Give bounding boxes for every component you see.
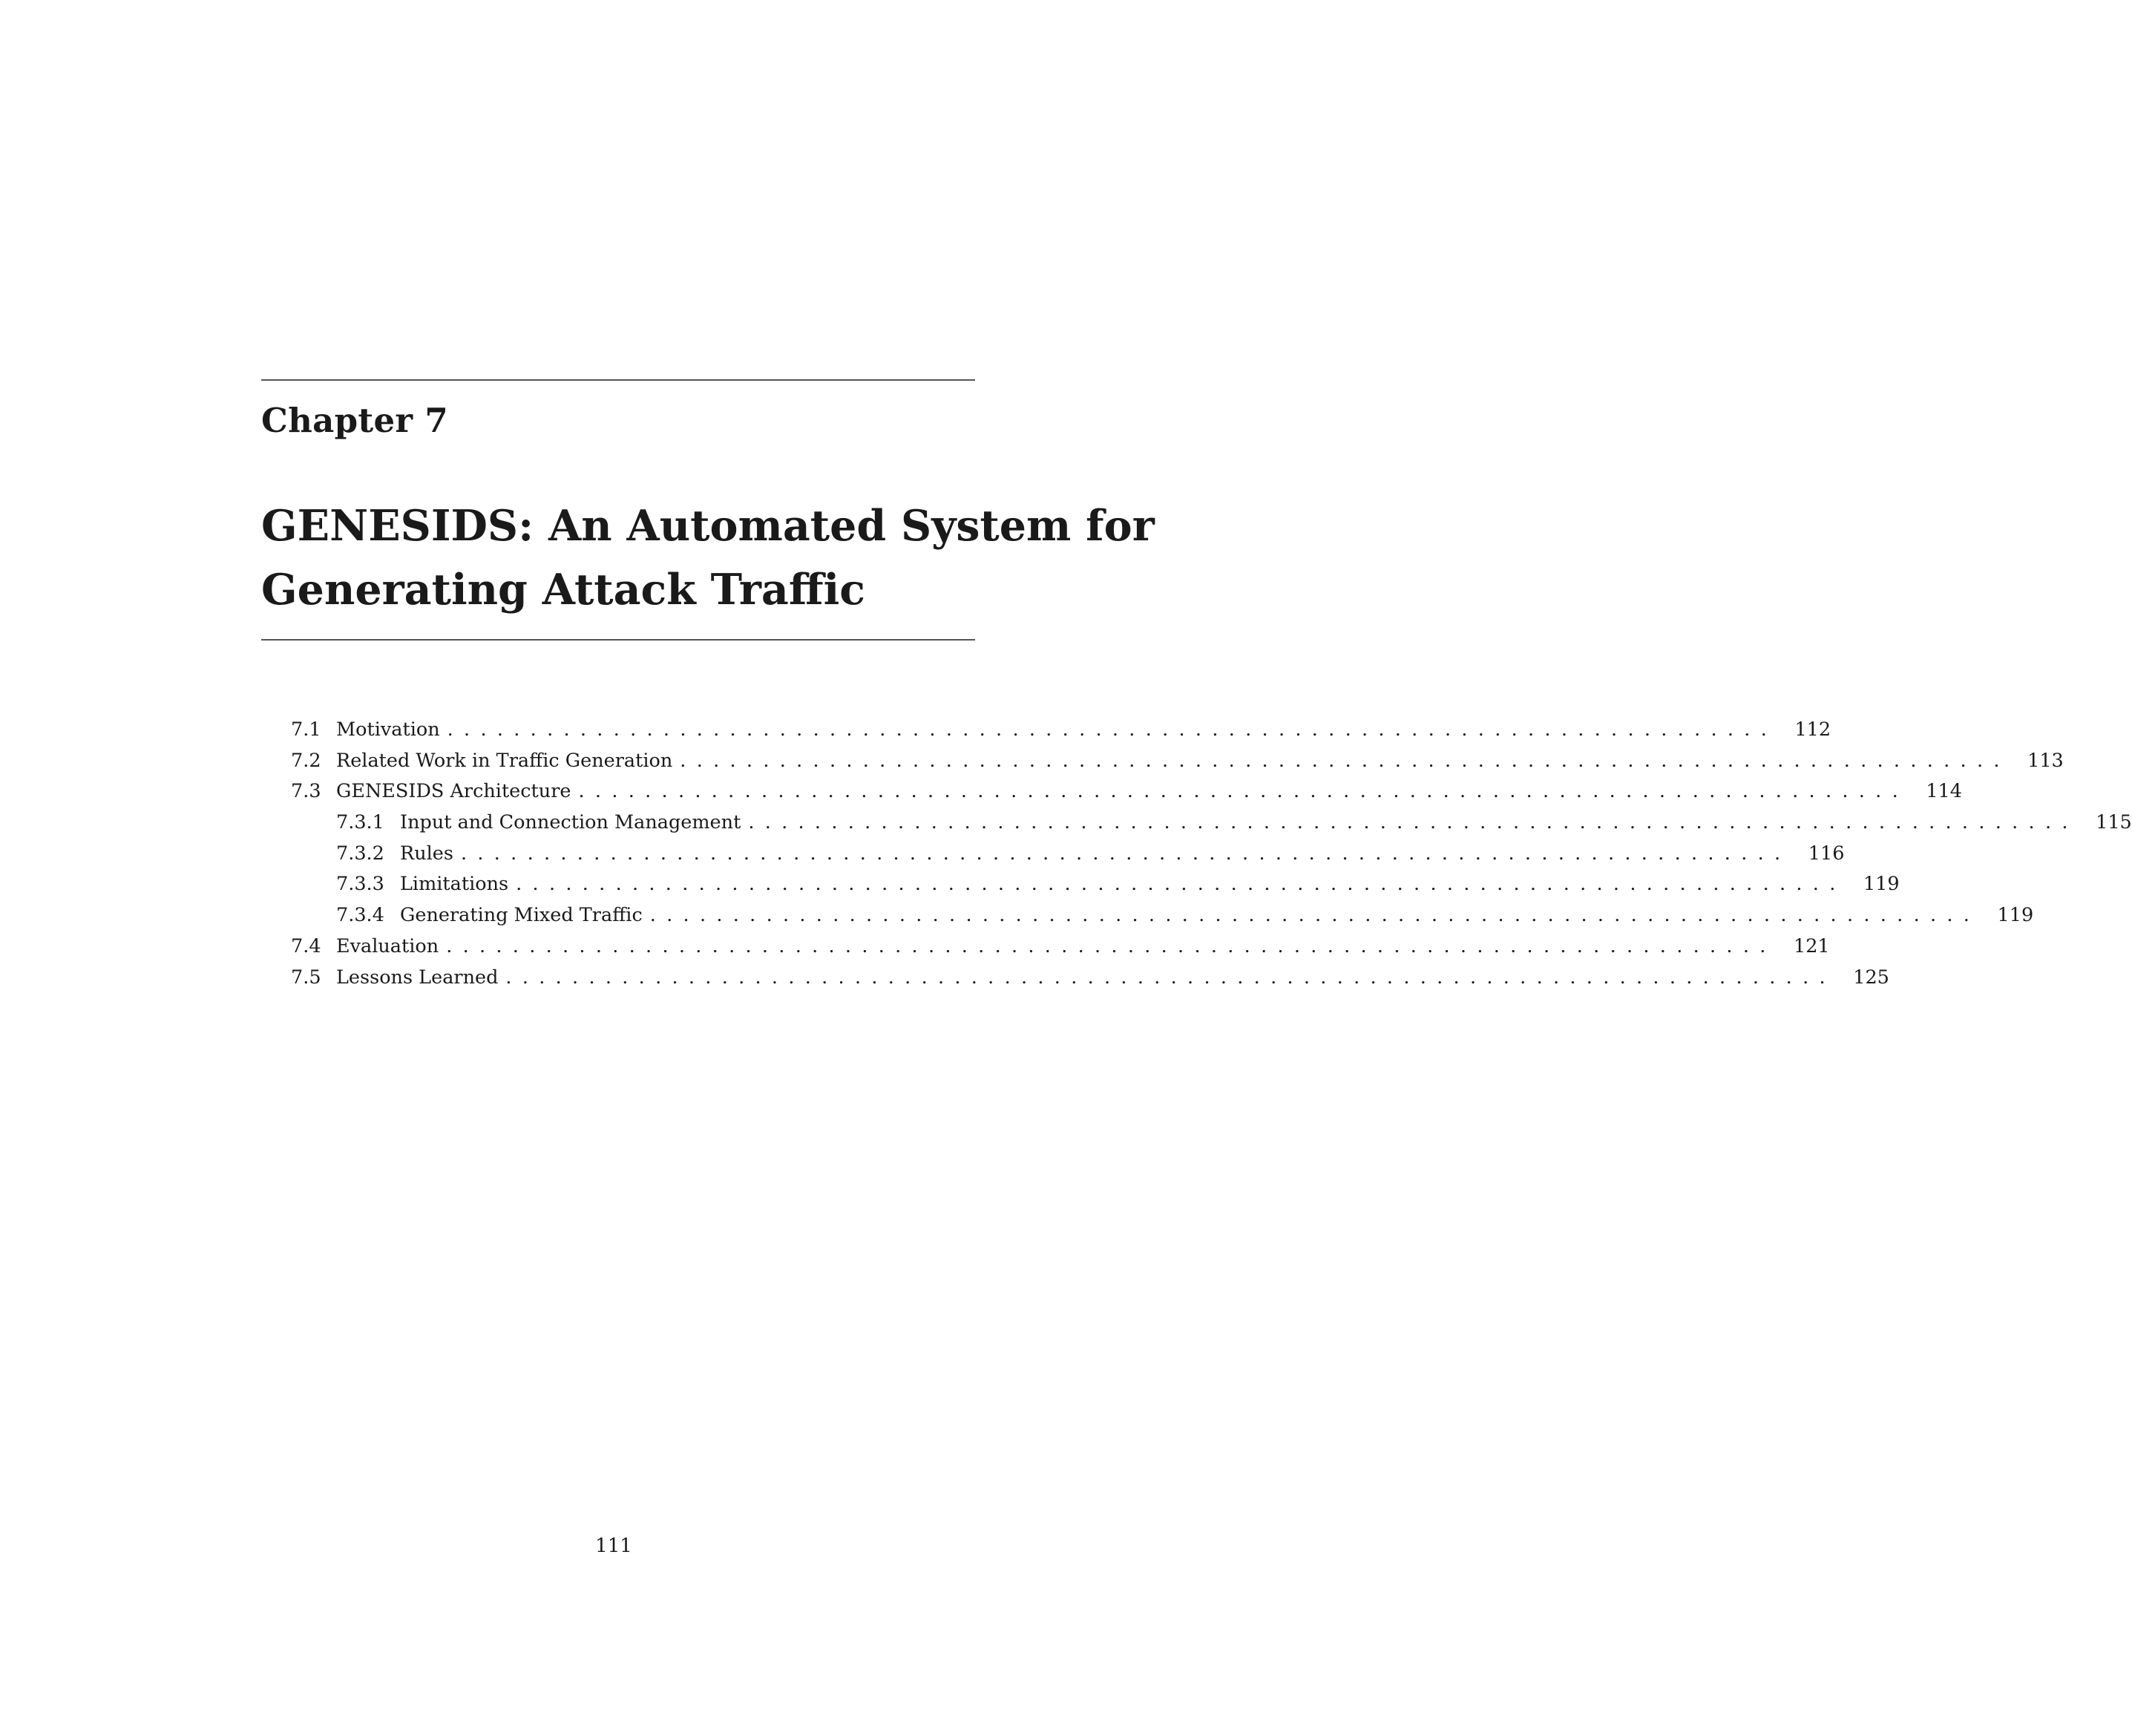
toc-entry[interactable] — [291, 746, 2064, 777]
toc-entry-title: Evaluation — [336, 934, 439, 957]
toc-dot-leader: ................................................................................ — [446, 934, 1777, 957]
header-rule-top — [261, 379, 975, 381]
page-number: 111 — [595, 1535, 632, 1557]
toc-dot-leader: ................................................................................ — [505, 966, 1836, 989]
toc-dot-leader: ................................................................................ — [516, 873, 1846, 896]
toc-entry[interactable] — [291, 776, 1962, 808]
toc-entry-page: 125 — [1853, 966, 1889, 989]
toc-subentry[interactable] — [291, 869, 1900, 900]
toc-subentry[interactable] — [291, 808, 2132, 839]
toc-entry-title: GENESIDS Architecture — [336, 780, 571, 803]
toc-entry-title: Generating Mixed Traffic — [400, 904, 643, 927]
toc-entry[interactable] — [291, 715, 1831, 746]
toc-entry-page: 115 — [2096, 811, 2132, 834]
toc-entry-number: 7.2 — [291, 749, 321, 772]
toc-entry-number: 7.3.2 — [336, 842, 384, 865]
toc-entry-title: Limitations — [400, 873, 509, 896]
toc-entry[interactable] — [291, 963, 1889, 994]
toc-entry-page: 113 — [2027, 749, 2064, 772]
toc-entry-number: 7.3 — [291, 780, 321, 803]
toc-dot-leader: ................................................................................ — [649, 904, 1981, 927]
toc-entry-title: Input and Connection Management — [400, 811, 741, 834]
toc-entry-number: 7.1 — [291, 718, 321, 741]
toc-entry-number: 7.5 — [291, 966, 321, 989]
toc-entry-page: 116 — [1808, 842, 1845, 865]
toc-dot-leader: ................................................................................ — [680, 749, 2010, 772]
chapter-table-of-contents — [291, 715, 2132, 993]
toc-entry-page: 121 — [1793, 934, 1830, 957]
toc-dot-leader: ................................................................................ — [748, 811, 2079, 834]
chapter-title — [261, 494, 1155, 622]
toc-entry-number: 7.4 — [291, 934, 321, 957]
toc-dot-leader: ................................................................................ — [578, 780, 1909, 803]
toc-entry-title: Rules — [400, 842, 453, 865]
toc-entry-title: Related Work in Traffic Generation — [336, 749, 673, 772]
chapter-label: Chapter 7 — [261, 401, 448, 440]
header-rule-bottom — [261, 639, 975, 641]
toc-subentry[interactable] — [291, 839, 1845, 870]
toc-dot-leader: ................................................................................ — [447, 718, 1778, 741]
chapter-title-line-2: Generating Attack Traffic — [261, 565, 865, 615]
toc-dot-leader: ................................................................................ — [460, 842, 1791, 865]
toc-entry-number: 7.3.4 — [336, 904, 384, 927]
toc-entry-number: 7.3.1 — [336, 811, 384, 834]
toc-entry-page: 112 — [1794, 718, 1831, 741]
toc-entry-title: Motivation — [336, 718, 440, 741]
toc-entry-title: Lessons Learned — [336, 966, 499, 989]
toc-subentry[interactable] — [291, 900, 2034, 931]
toc-entry-page: 114 — [1926, 780, 1962, 803]
chapter-title-line-1: GENESIDS: An Automated System for — [261, 501, 1155, 551]
toc-entry-page: 119 — [1863, 873, 1900, 896]
toc-entry[interactable] — [291, 931, 1830, 963]
toc-entry-page: 119 — [1997, 904, 2034, 927]
toc-entry-number: 7.3.3 — [336, 873, 384, 896]
